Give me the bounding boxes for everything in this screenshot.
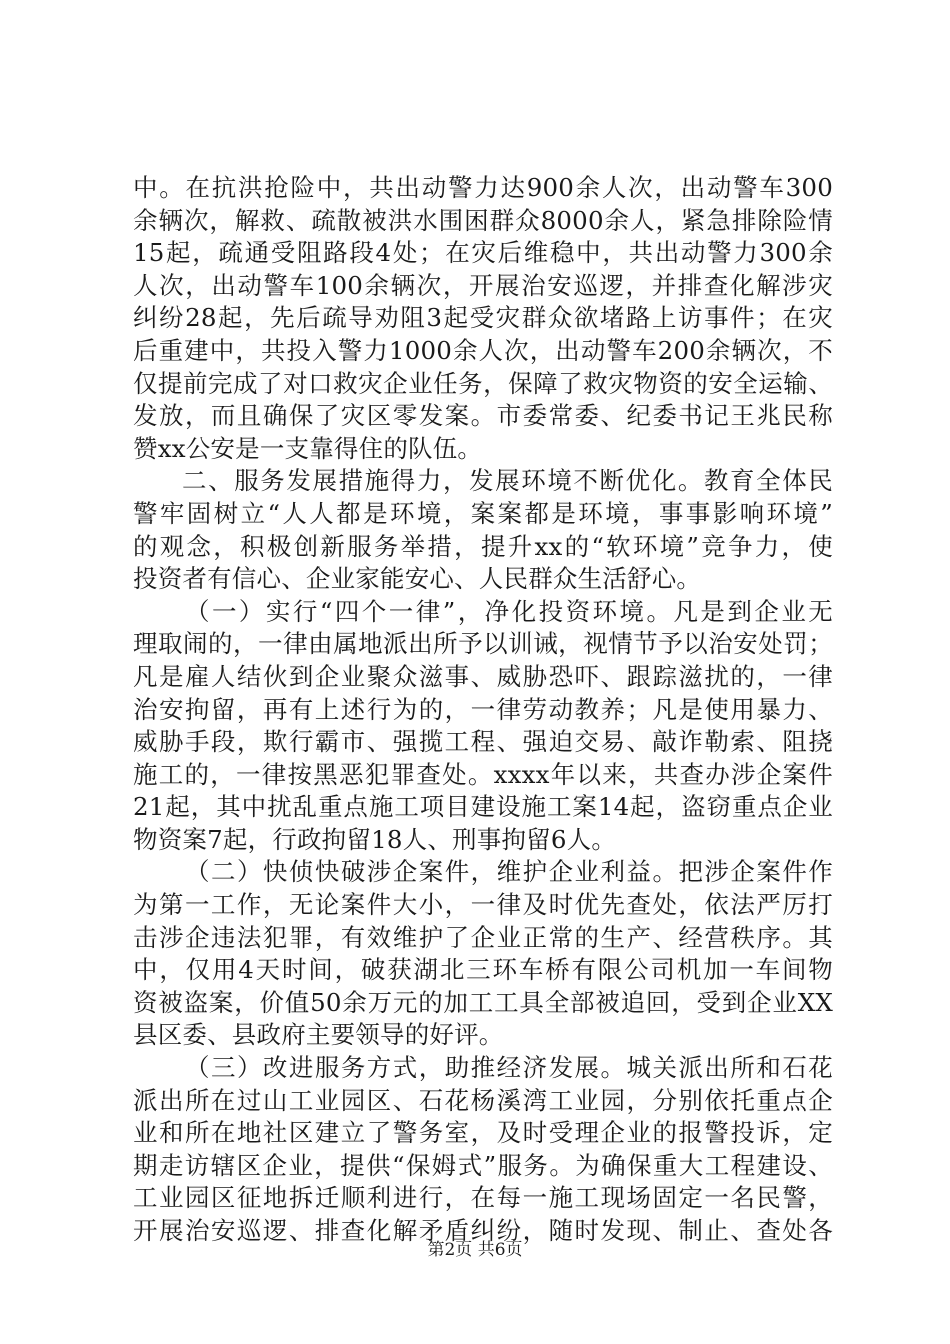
text-line: 后重建中，共投入警力1000余人次，出动警车200余辆次，不 xyxy=(133,335,833,365)
text-line: 人次，出动警车100余辆次，开展治安巡逻，并排查化解涉灾 xyxy=(133,270,833,300)
text-line: 理取闹的，一律由属地派出所予以训诫，视情节予以治安处罚； xyxy=(133,629,833,659)
text-line: 中，仅用4天时间，破获湖北三环车桥有限公司机加一车间物 xyxy=(133,955,833,985)
text-line: 资被盗案，价值50余万元的加工工具全部被追回，受到企业XX xyxy=(133,987,833,1017)
text-line: 工业园区征地拆迁顺利进行，在每一施工现场固定一名民警， xyxy=(133,1183,833,1213)
text-line: 警牢固树立“人人都是环境，案案都是环境，事事影响环境” xyxy=(133,498,833,528)
text-line: 派出所在过山工业园区、石花杨溪湾工业园，分别依托重点企 xyxy=(133,1085,833,1115)
text-line: 施工的，一律按黑恶犯罪查处。xxxx年以来，共查办涉企案件 xyxy=(133,759,833,789)
text-line: 21起，其中扰乱重点施工项目建设施工案14起，盗窃重点企业 xyxy=(133,792,833,822)
text-line: 投资者有信心、企业家能安心、人民群众生活舒心。 xyxy=(133,564,702,594)
text-line: 的观念，积极创新服务举措，提升xx的“软环境”竞争力，使 xyxy=(133,531,833,561)
document-body xyxy=(133,172,833,1248)
text-line: 期走访辖区企业，提供“保姆式”服务。为确保重大工程建设、 xyxy=(133,1150,833,1180)
text-line: 仅提前完成了对口救灾企业任务，保障了救灾物资的安全运输、 xyxy=(133,368,833,398)
text-line: 物资案7起，行政拘留18人、刑事拘留6人。 xyxy=(133,824,617,854)
text-line: 为第一工作，无论案件大小，一律及时优先查处，依法严厉打 xyxy=(133,890,833,920)
subsection-heading-line: （一）实行“四个一律”，净化投资环境。凡是到企业无 xyxy=(185,596,833,626)
text-line: 治安拘留，再有上述行为的，一律劳动教养；凡是使用暴力、 xyxy=(133,694,833,724)
text-line: 15起，疏通受阻路段4处；在灾后维稳中，共出动警力300余 xyxy=(133,238,833,268)
text-line: 开展治安巡逻、排查化解矛盾纠纷，随时发现、制止、查处各 xyxy=(133,1216,833,1245)
text-line: 威胁手段，欺行霸市、强揽工程、强迫交易、敲诈勒索、阻挠 xyxy=(133,727,833,757)
text-line: 余辆次，解救、疏散被洪水围困群众8000余人，紧急排除险情 xyxy=(133,205,833,235)
subsection-heading-line: （二）快侦快破涉企案件，维护企业利益。把涉企案件作 xyxy=(185,857,833,887)
text-line: 中。在抗洪抢险中，共出动警力达900余人次，出动警车300 xyxy=(133,173,833,202)
text-line: 击涉企违法犯罪，有效维护了企业正常的生产、经营秩序。其 xyxy=(133,922,833,952)
page-footer xyxy=(0,1240,950,1260)
text-line: 赞xx公安是一支靠得住的队伍。 xyxy=(133,433,483,463)
text-line: 凡是雇人结伙到企业聚众滋事、威胁恐吓、跟踪滋扰的，一律 xyxy=(133,661,833,691)
text-line: 纠纷28起，先后疏导劝阻3起受灾群众欲堵路上访事件；在灾 xyxy=(133,303,833,333)
page-number: 第2页 共6页 xyxy=(427,1240,523,1260)
text-line: 县区委、县政府主要领导的好评。 xyxy=(133,1020,504,1050)
subsection-heading-line: （三）改进服务方式，助推经济发展。城关派出所和石花 xyxy=(185,1053,833,1083)
section-heading-line: 二、服务发展措施得力，发展环境不断优化。教育全体民 xyxy=(182,466,833,496)
text-line: 业和所在地社区建立了警务室，及时受理企业的报警投诉，定 xyxy=(133,1118,833,1148)
text-line: 发放，而且确保了灾区零发案。市委常委、纪委书记王兆民称 xyxy=(133,401,833,431)
